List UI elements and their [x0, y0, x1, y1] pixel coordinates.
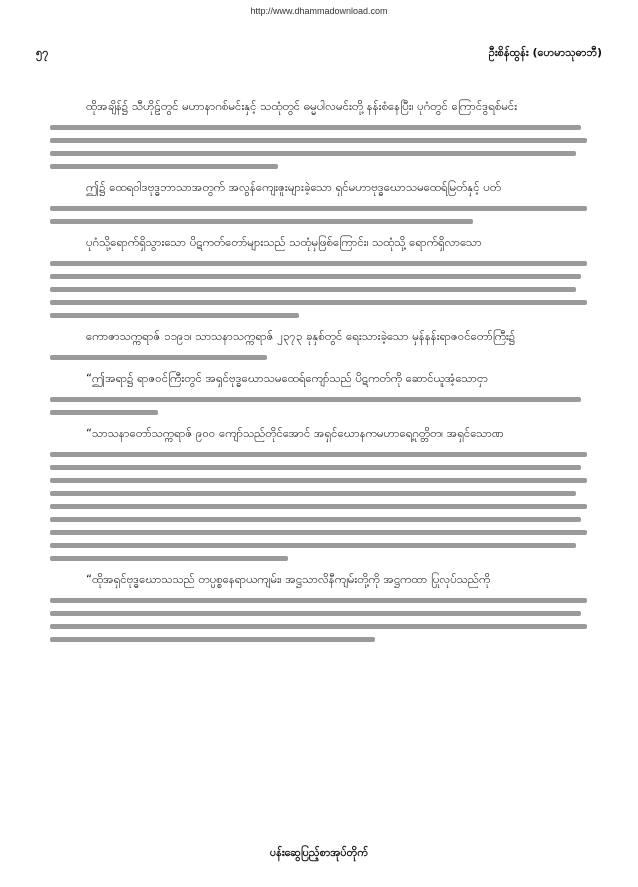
- paragraph-line: [50, 637, 375, 642]
- paragraph: [50, 326, 592, 360]
- paragraph-line: [50, 517, 581, 522]
- paragraph-line: ကောဇာသက္ကရာဇ် ၁၁၉၁၊ သာသနာသက္ကရာဇ် ၂၃၇၃ ခုနှစ်တွင် ရေးသားခဲ့သော မှန်နန်းရာဇဝင်တော်ကြီး၌: [86, 329, 516, 343]
- publisher-footer: ပန်းဆွေပြည့်စာအုပ်တိုက်: [269, 846, 369, 859]
- paragraph-line: “ထိုအရှင်ဗုဒ္ဓဃောသသည် တပ္ပစ္စနေရာယကျမ်း၊ အဋ္ဌသာလိနီကျမ်းတို့ကို အဋ္ဌကထာ ပြုလုပ်သည်ကို: [86, 572, 491, 586]
- paragraph-line: [50, 624, 587, 629]
- paragraph-line: [50, 125, 581, 130]
- paragraph-line: [50, 206, 587, 211]
- paragraph-line: [50, 478, 587, 483]
- paragraph-line: “သာသနာတော်သက္ကရာဇ် ၉၀၀ ကျော်သည်တိုင်အောင် အရှင်ဃောနကမဟာရေ့ဂုတ္တိတ၊ အရှင်သောဏ: [86, 426, 504, 440]
- paragraph-line: [50, 465, 581, 470]
- paragraph-line: [50, 410, 158, 415]
- paragraph: [50, 177, 592, 224]
- paragraph-line: [50, 274, 581, 279]
- running-title: ဦးစိန်ထွန်း (ဟေမာသုဓာဘီ): [488, 46, 602, 59]
- paragraph-line: [50, 313, 299, 318]
- paragraph-line: [50, 491, 576, 496]
- source-url: http://www.dhammadownload.com: [250, 6, 388, 16]
- paragraph-line: [50, 261, 587, 266]
- paragraph-line: [50, 287, 576, 292]
- paragraph-line: [50, 164, 278, 169]
- paragraph-line: [50, 598, 587, 603]
- paragraph-line: [50, 556, 288, 561]
- paragraph-line: ထိုအချိန်၌ သီဟိုဠ်တွင် မဟာနာဂစ်မင်းနှင့် သထုံတွင် ဓမ္မပါလမင်းတို့ နန်းစံနေပြီး၊ ပုဂံတွင် ကြောင်ဒွရစ်မင်း: [86, 99, 518, 113]
- body-text: [50, 96, 592, 836]
- paragraph-line: [50, 300, 587, 305]
- paragraph: [50, 423, 592, 561]
- paragraph-line: [50, 219, 473, 224]
- paragraph-line: [50, 530, 587, 535]
- page-number: ၅၇: [36, 46, 49, 59]
- page-header: [36, 46, 602, 66]
- paragraph: [50, 96, 592, 169]
- paragraph: [50, 368, 592, 415]
- paragraph-line: [50, 452, 587, 457]
- paragraph: [50, 569, 592, 642]
- paragraph-line: ဤ၌ ထေရဝါဒဗုဒ္ဓဘာသာအတွက် အလွန်ကျေးဇူးများခဲ့သော ရှင်မဟာဗုဒ္ဓဃောသမထေရ်မြတ်နှင့် ပတ်: [86, 180, 502, 194]
- paragraph-line: [50, 543, 576, 548]
- paragraph-line: [50, 611, 581, 616]
- paragraph: [50, 232, 592, 318]
- paragraph-line: [50, 151, 576, 156]
- paragraph-line: [50, 138, 587, 143]
- paragraph-line: [50, 397, 581, 402]
- paragraph-line: ပုဂံသို့ရောက်ရှိသွားသော ပိဋကတ်တော်များသည် သထုံမှဖြစ်ကြောင်း၊ သထုံသို့ ရောက်ရှိလာသော: [86, 235, 482, 249]
- paragraph-line: “ဤအရာ၌ ရာဇဝင်ကြီးတွင် အရှင်ဗုဒ္ဓဃောသမထေရ်ကျော်သည် ပိဋကတ်ကို ဆောင်ယူအံ့သောငှာ: [86, 371, 489, 385]
- paragraph-line: [50, 504, 587, 509]
- paragraph-line: [50, 355, 267, 360]
